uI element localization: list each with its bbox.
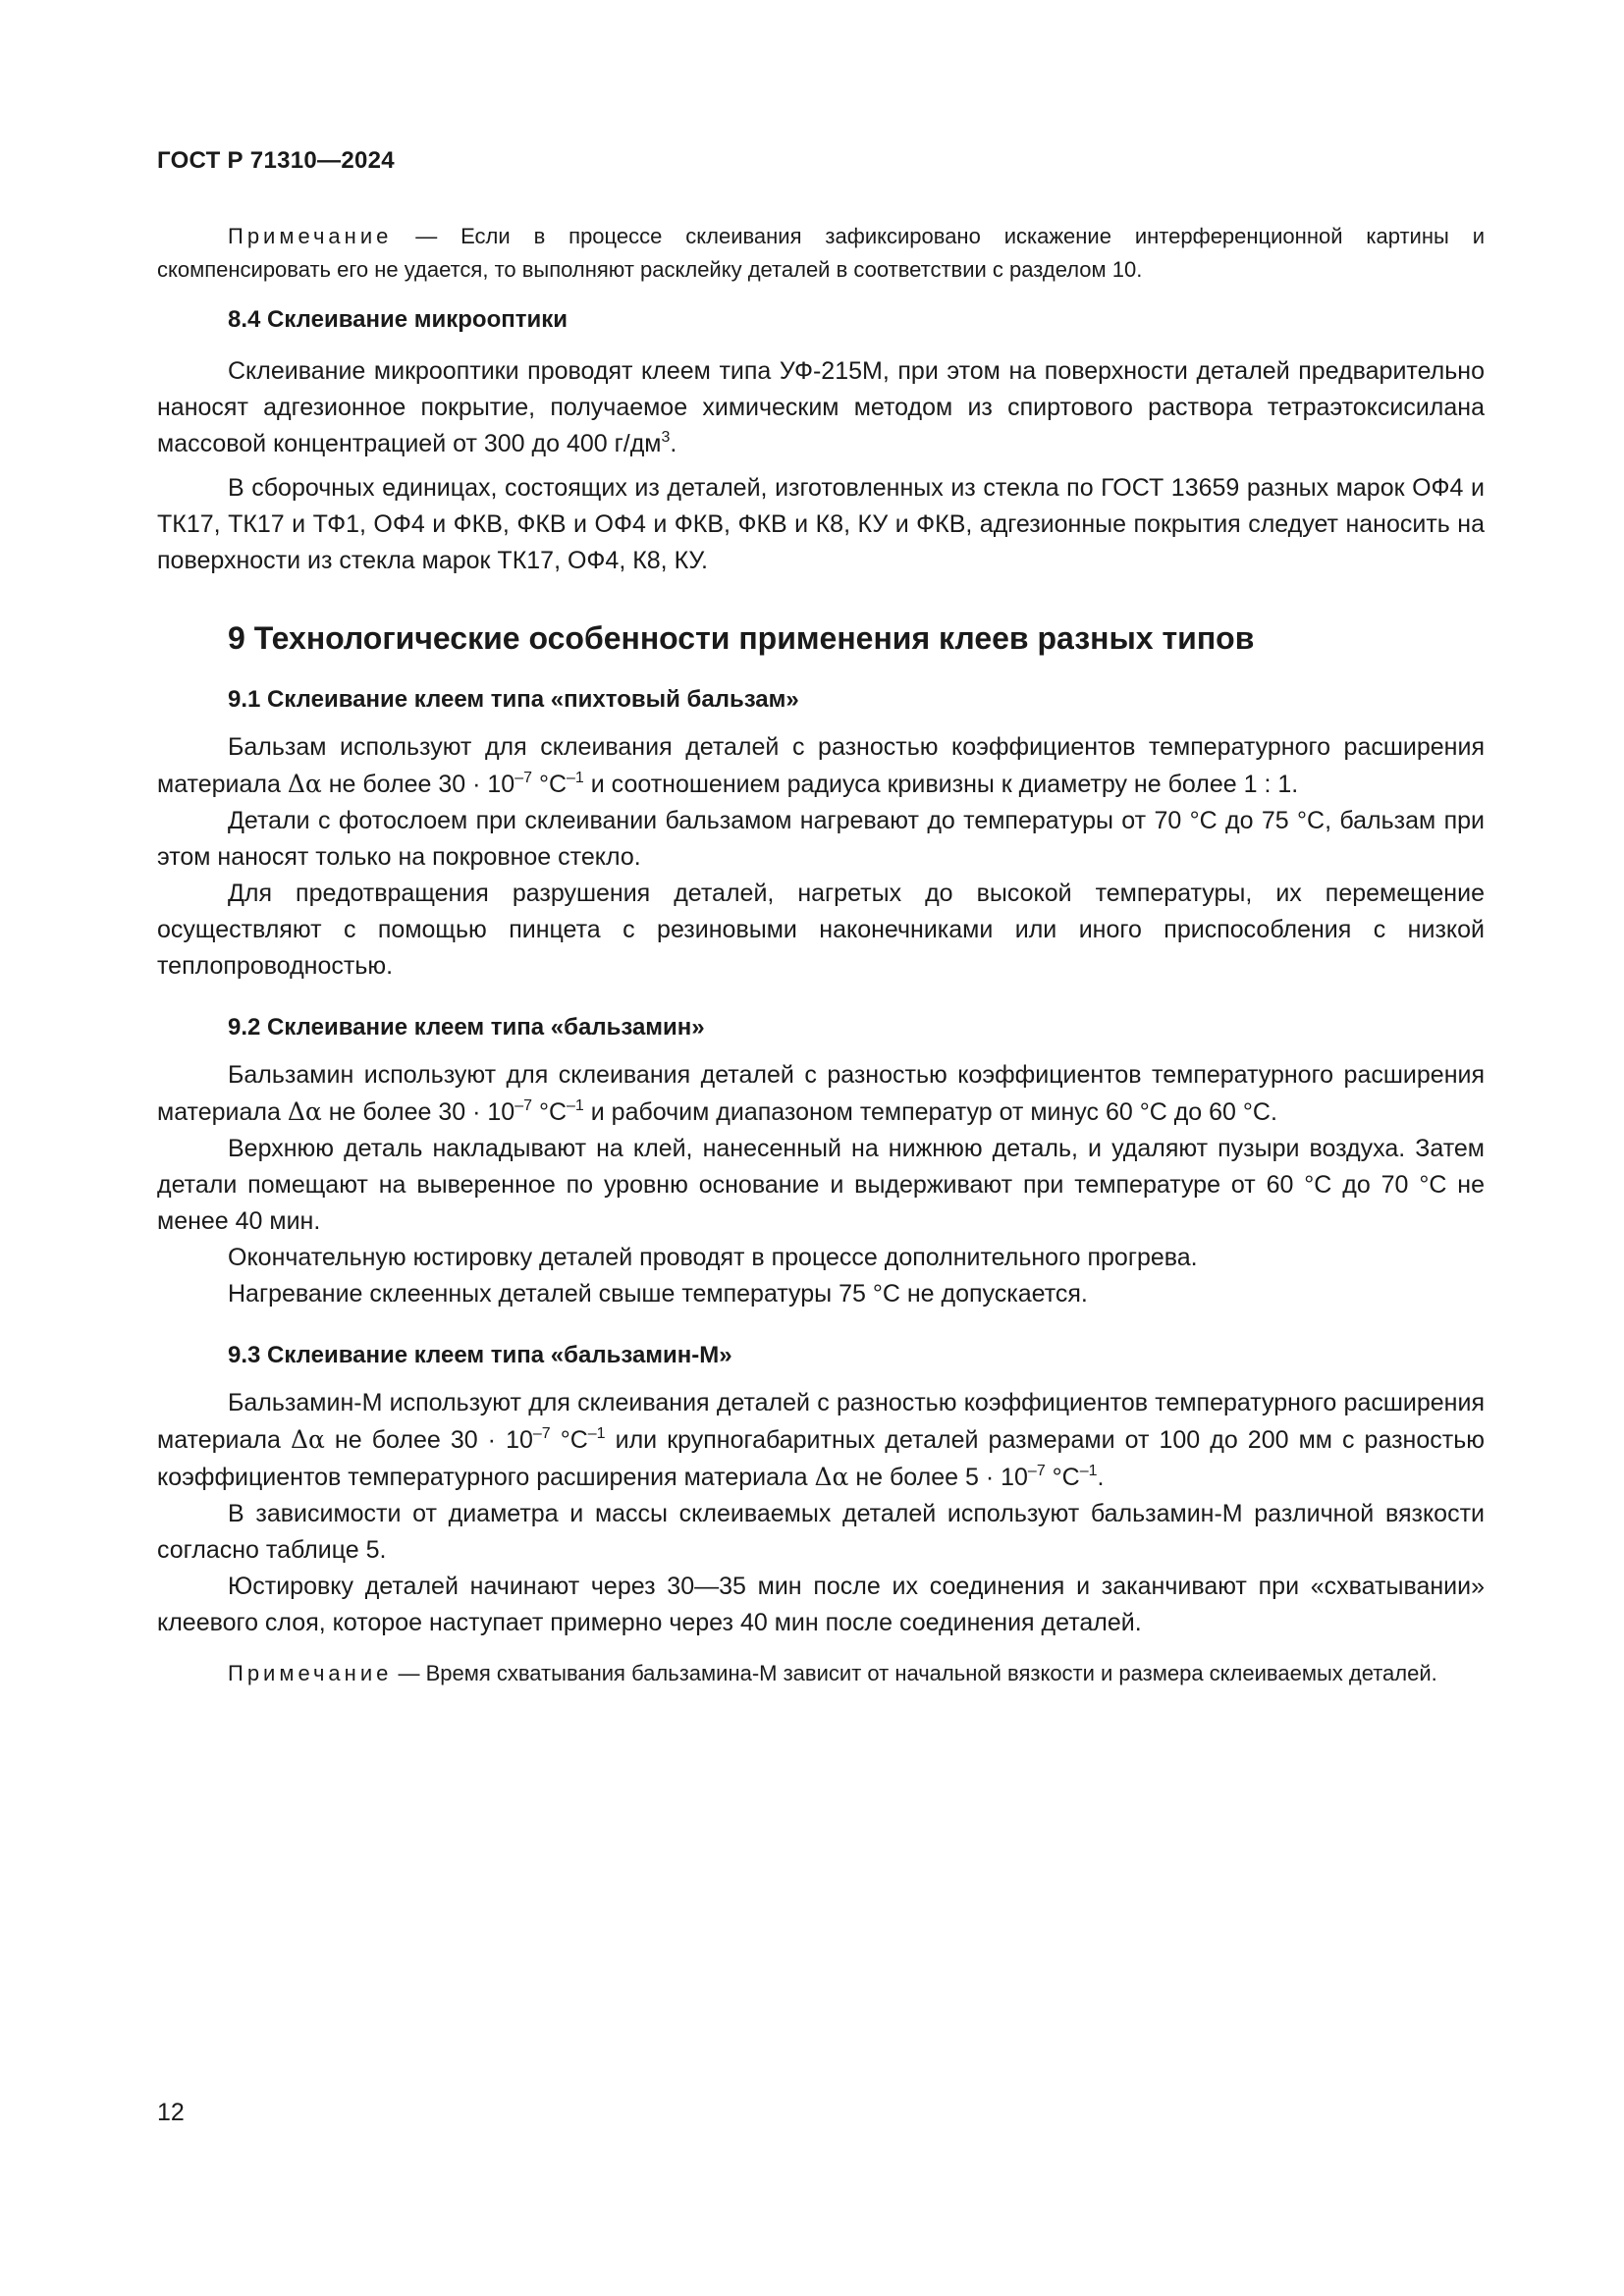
paragraph [157, 1385, 1485, 1496]
text-run: . [1097, 1464, 1105, 1491]
section-heading-9-1: 9.1 Склеивание клеем типа «пихтовый бальзам» [228, 686, 799, 713]
section-heading-9-3: 9.3 Склеивание клеем типа «бальзамин-М» [228, 1342, 732, 1368]
text-run: . [670, 430, 677, 457]
superscript: –1 [1079, 1463, 1098, 1479]
text-run: °С [532, 771, 568, 798]
paragraph [157, 729, 1485, 803]
paragraph: Детали с фотослоем при склеивании бальзамом нагревают до температуры от 70 °С до 75 °С, бальзам при этом наносят только на покровное стекло. [157, 807, 1485, 871]
text-run: и рабочим диапазоном температур от минус 60 °С до 60 °С. [583, 1098, 1277, 1126]
section-heading-9-2: 9.2 Склеивание клеем типа «бальзамин» [228, 1014, 705, 1041]
text-run: не более 30 · 10 [321, 771, 515, 798]
superscript: –1 [567, 770, 584, 786]
paragraph: Для предотвращения разрушения деталей, нагретых до высокой температуры, их перемещение осуществляют с помощью пинцета с резиновыми наконечниками или иного приспособления с низкой теплопроводностью. [157, 880, 1485, 980]
paragraph: Верхнюю деталь накладывают на клей, нанесенный на нижнюю деталь, и удаляют пузыри воздуха. Затем детали помещают на выверенное по уровню основание и выдерживают при температуре от 60 °С до 70 °С не менее 40 мин. [157, 1135, 1485, 1235]
text-run: Бальзамин-М используют для склеивания деталей с разностью коэффициентов температурного расширения материала [157, 1389, 1485, 1454]
text-run: не более 30 · 10 [321, 1098, 515, 1126]
page-content [157, 147, 1485, 1690]
page-number: 12 [157, 2099, 185, 2126]
paragraph: Окончательную юстировку деталей проводят в процессе дополнительного прогрева. [228, 1244, 1198, 1271]
superscript: –1 [567, 1097, 584, 1114]
superscript: –7 [514, 1097, 533, 1114]
text-run: не более 5 · 10 [848, 1464, 1028, 1491]
paragraph [157, 1057, 1485, 1131]
text-run: Бальзамин используют для склеивания деталей с разностью коэффициентов температурного расширения материала [157, 1061, 1485, 1126]
paragraph [157, 353, 1485, 462]
delta-alpha-symbol: Δα [814, 1463, 849, 1491]
text-run: Бальзам используют для склеивания деталей с разностью коэффициентов температурного расширения материала [157, 733, 1485, 798]
text-run: и соотношением радиуса кривизны к диаметру не более 1 : 1. [583, 771, 1299, 798]
superscript: –7 [514, 770, 533, 786]
delta-alpha-symbol: Δα [287, 770, 322, 798]
note-paragraph [157, 1657, 1485, 1690]
superscript: 3 [661, 429, 671, 446]
paragraph: В сборочных единицах, состоящих из деталей, изготовленных из стекла по ГОСТ 13659 разных марок ОФ4 и ТК17, ТК17 и ТФ1, ОФ4 и ФКВ, ФКВ и ОФ4 и ФКВ, ФКВ и К8, КУ и ФКВ, адгезионные покрытия следует наносить на поверхности из стекла марок ТК17, ОФ4, К8, КУ. [157, 474, 1485, 574]
document-id-header: ГОСТ Р 71310—2024 [157, 147, 395, 174]
section-heading-9: 9 Технологические особенности применения клеев разных типов [228, 620, 1255, 656]
text-run: не более 30 · 10 [324, 1426, 533, 1454]
note-label: Примечание [228, 224, 393, 248]
note-label: Примечание [228, 1661, 393, 1685]
section-heading-8-4: 8.4 Склеивание микрооптики [228, 306, 568, 333]
superscript: –1 [587, 1425, 606, 1442]
text-run: °С [1045, 1464, 1080, 1491]
delta-alpha-symbol: Δα [290, 1425, 325, 1454]
superscript: –7 [1027, 1463, 1046, 1479]
superscript: –7 [532, 1425, 551, 1442]
delta-alpha-symbol: Δα [287, 1097, 322, 1126]
text-run: или крупногабаритных деталей размерами от 100 до 200 мм с разностью коэффициентов температурного расширения материала [157, 1426, 1485, 1491]
note-text: — Если в процессе склеивания зафиксировано искажение интерференционной картины и скомпенсировать его не удается, то выполняют расклейку деталей в соответствии с разделом 10. [157, 224, 1485, 282]
paragraph: Юстировку деталей начинают через 30—35 мин после их соединения и заканчивают при «схватывании» клеевого слоя, которое наступает примерно через 40 мин после соединения деталей. [157, 1573, 1485, 1636]
paragraph: В зависимости от диаметра и массы склеиваемых деталей используют бальзамин-М различной вязкости согласно таблице 5. [157, 1500, 1485, 1564]
paragraph: Нагревание склеенных деталей свыше температуры 75 °С не допускается. [228, 1280, 1088, 1308]
note-text: — Время схватывания бальзамина-М зависит от начальной вязкости и размера склеиваемых деталей. [392, 1661, 1437, 1685]
text-run: °С [550, 1426, 588, 1454]
text-run: Склеивание микрооптики проводят клеем типа УФ-215М, при этом на поверхности деталей предварительно наносят адгезионное покрытие, получаемое химическим методом из спиртового раствора тетраэтоксисилана массовой концентрацией от 300 до 400 г/дм [157, 357, 1485, 457]
note-paragraph [157, 220, 1485, 287]
text-run: °С [532, 1098, 568, 1126]
